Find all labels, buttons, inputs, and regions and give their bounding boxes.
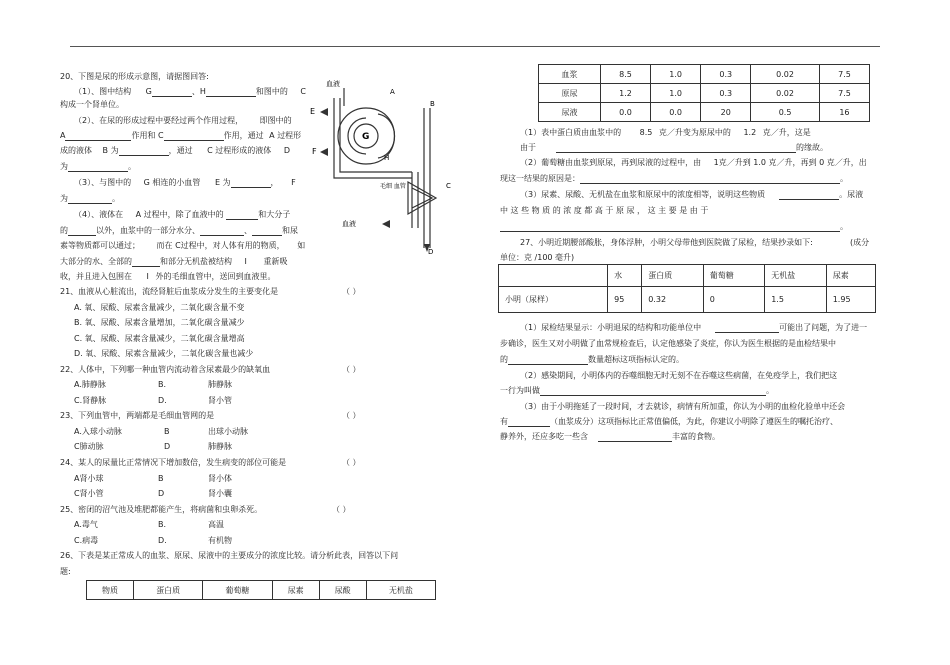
text: D — [283, 146, 290, 155]
text: （3）、与图中的 — [74, 178, 132, 187]
text: E 为 — [214, 178, 231, 187]
header-cell: 尿素 — [272, 581, 319, 600]
header-cell — [499, 265, 608, 287]
q22-options-cd — [74, 396, 232, 406]
arrow-blood-out — [382, 220, 390, 228]
q26-table-header — [86, 580, 436, 600]
q23-options-ab — [74, 427, 248, 437]
text: A.肺静脉 — [74, 380, 106, 389]
text: D. — [158, 536, 167, 545]
q23-options-cd — [74, 442, 232, 452]
text: 27、小明近期腰部酸胀，身体浮肿，小明父母带他到医院做了尿检，结果抄录如下: — [520, 238, 813, 247]
text: B. — [158, 380, 167, 389]
header-cell: 葡萄糖 — [203, 581, 272, 600]
table-row — [539, 65, 870, 84]
vessel-right — [412, 172, 418, 228]
text: 和尿 — [282, 226, 298, 235]
blank[interactable] — [152, 88, 192, 97]
text: 由于 — [520, 143, 536, 152]
text: G — [145, 87, 152, 96]
blank[interactable] — [119, 147, 169, 156]
q20-part4 — [74, 210, 290, 220]
text: 克／升，这是 — [762, 128, 811, 137]
text: A 过程中，除了血液中的 — [135, 210, 224, 219]
text: 克／升变为原尿中的 — [658, 128, 731, 137]
text: B. — [158, 520, 167, 529]
text: 肺静脉 — [208, 380, 232, 389]
vessel-left — [334, 98, 412, 178]
answer-paren[interactable]: （ ） — [342, 411, 361, 420]
header-cell: 无机盐 — [366, 581, 435, 600]
text: 肺静脉 — [208, 442, 232, 451]
q21-option-c: C. 氧、尿酸、尿素含量减少，二氧化碳含量增高 — [74, 334, 245, 343]
text: D — [164, 442, 171, 451]
answer-paren[interactable]: （ ） — [342, 287, 361, 296]
cell: 16 — [819, 103, 869, 122]
text: 成的液体 — [60, 146, 92, 155]
blank[interactable] — [206, 88, 256, 97]
text: 现这一结果的原因是： — [500, 174, 580, 183]
text: D — [158, 489, 165, 498]
cell: 0.0 — [651, 103, 701, 122]
label-capillary: 毛细 血管 — [380, 183, 406, 190]
text: 大部分的水、全部的 — [60, 257, 132, 266]
q21-stem — [60, 287, 361, 297]
blank[interactable] — [715, 324, 779, 333]
cell: 小明（尿样） — [499, 287, 608, 313]
text: 以外，血浆中的一部分水分、 — [96, 226, 200, 235]
cell: 95 — [608, 287, 642, 313]
duct — [424, 108, 430, 248]
cell: 血浆 — [539, 65, 601, 84]
q25-options-cd — [74, 536, 232, 546]
text: 作用和 C — [131, 131, 164, 140]
text: 24、某人的尿量比正常情况下增加数倍，发生病变的部位可能是 — [60, 458, 287, 467]
nephron-diagram — [308, 78, 458, 256]
text: 肾小体 — [208, 474, 232, 483]
q21-option-b: B. 氧、尿酸、尿素含量增加，二氧化碳含量减少 — [74, 318, 245, 327]
q26-3-blank: 。 — [500, 222, 848, 232]
q27-1 — [520, 323, 867, 333]
text: 的缘故。 — [796, 143, 828, 152]
q20-part4-line4 — [60, 257, 287, 267]
text: 有 — [500, 417, 508, 426]
label-H: H — [384, 154, 390, 162]
cell: 0.3 — [701, 84, 751, 103]
text: A.入球小动脉 — [74, 427, 122, 436]
text: 肾小囊 — [208, 489, 232, 498]
q27-2: （2）感染期间，小明体内的吞噬细胞无时无刻不在吞噬这些病菌，在免疫学上，我们把这 — [520, 371, 838, 380]
q26-3 — [520, 190, 863, 200]
label-C: C — [446, 182, 451, 190]
table-row — [539, 84, 870, 103]
q26-2 — [520, 158, 867, 168]
text: F — [291, 178, 296, 187]
cell: 1.2 — [601, 84, 651, 103]
text: 有机物 — [208, 536, 232, 545]
blank[interactable] — [164, 132, 224, 141]
arrow-E — [320, 108, 328, 116]
q20-part2-line4: 为 。 — [60, 162, 136, 171]
text: 而在 C过程中，对人体有用的物质， — [156, 241, 285, 250]
q25-stem — [60, 505, 351, 515]
text: 1克／升到 1.0 克／升，再到 0 克／升，出 — [713, 158, 867, 167]
q20-part1 — [74, 87, 306, 97]
q27-3-line2 — [500, 417, 838, 427]
label-blood-in: 血液 — [326, 80, 340, 88]
blank[interactable] — [231, 179, 271, 188]
cell: 0.02 — [751, 84, 820, 103]
cell: 8.5 — [601, 65, 651, 84]
cell: 20 — [701, 103, 751, 122]
table-row — [539, 103, 870, 122]
header-cell: 尿素 — [826, 265, 875, 287]
text: 。 — [766, 386, 774, 395]
q20-part3 — [74, 178, 296, 188]
q21-option-a: A. 氧、尿酸、尿素含量减少，二氧化碳含量不变 — [74, 303, 245, 312]
q21-option-d: D. 氧、尿酸、尿素含量减少，二氧化碳含量也减少 — [74, 349, 254, 358]
label-D: D — [428, 248, 434, 256]
label-G: G — [362, 132, 370, 142]
q27-2-cont — [500, 386, 774, 396]
header-cell: 无机盐 — [765, 265, 827, 287]
label-B: B — [430, 100, 435, 108]
text: C 过程形成的液体 — [207, 146, 272, 155]
q20-part4-line5 — [60, 272, 275, 282]
header-cell: 蛋白质 — [642, 265, 704, 287]
text: 、H — [191, 87, 206, 96]
blank[interactable] — [68, 227, 96, 236]
text: 和图中的 — [255, 87, 288, 96]
text: 的 — [60, 226, 68, 235]
text: C肺动脉 — [74, 442, 104, 451]
text: 23、下列血管中，两端都是毛细血管网的是 — [60, 411, 215, 420]
cell: 0.32 — [642, 287, 704, 313]
text: 出球小动脉 — [208, 427, 248, 436]
text: （血浆成分）这项指标比正常值偏低，为此，你建议小明除了遵医生的嘱托治疗、 — [550, 417, 838, 426]
cell: 1.0 — [651, 65, 701, 84]
arrow-F — [320, 148, 328, 156]
text: 丰富的食物。 — [672, 432, 720, 441]
text: 即图中的 — [259, 116, 292, 125]
text: 21、血液从心脏流出，流经肾脏后血浆成分发生的主要变化是 — [60, 287, 279, 296]
text: 如 — [297, 241, 306, 250]
q27-3: （3）由于小明拖延了一段时间，才去就诊，病情有所加重，你认为小明的血检化验单中还会 — [520, 402, 846, 411]
text: 8.5 — [639, 128, 653, 137]
q20-part3-cont: 为 。 — [60, 194, 120, 203]
text: 的 — [500, 355, 508, 364]
cell: 原尿 — [539, 84, 601, 103]
q24-options-cd — [74, 489, 232, 499]
table-row — [499, 287, 876, 313]
text: G 相连的小血管 — [143, 178, 201, 187]
q20-part1-cont: 构成一个肾单位。 — [60, 100, 124, 109]
cell: 0 — [703, 287, 765, 313]
q26-1-cont — [520, 143, 828, 153]
header-cell: 水 — [608, 265, 642, 287]
label-A: A — [390, 88, 395, 96]
q26-stem-cont: 题: — [60, 567, 71, 576]
blank[interactable] — [226, 211, 258, 220]
cell: 7.5 — [819, 84, 869, 103]
answer-paren[interactable]: （ ） — [342, 458, 361, 467]
q20-part2-line3 — [60, 146, 290, 156]
table-row — [499, 265, 876, 287]
text: 和大分子 — [258, 210, 291, 219]
text: ，通过 — [168, 146, 193, 155]
blank[interactable] — [65, 132, 131, 141]
text: （1）尿检结果显示：小明退尿的结构和功能单位中 — [520, 323, 702, 332]
text: C.病毒 — [74, 536, 99, 545]
text: 素等物质都可以通过； — [60, 241, 140, 250]
text: 、 — [244, 226, 252, 235]
cell: 1.0 — [651, 84, 701, 103]
q22-stem — [60, 365, 361, 375]
blank[interactable] — [132, 258, 160, 267]
text: 可能出了问题，为了进一 — [779, 323, 868, 332]
text: 为 — [60, 194, 68, 203]
text: (成分 — [850, 238, 870, 247]
cell: 7.5 — [819, 65, 869, 84]
q26-2-cont: 现这一结果的原因是： 。 — [500, 174, 848, 183]
q20-part4-line2 — [60, 226, 298, 236]
blank[interactable] — [508, 356, 588, 365]
text: B — [158, 474, 164, 483]
q20-part2 — [74, 116, 292, 126]
blank[interactable] — [68, 163, 128, 172]
q27-1-line3 — [500, 355, 684, 365]
text: 25、密闭的沼气池及堆肥都能产生，将病菌和虫卵杀死。 — [60, 505, 263, 514]
q27-stem — [520, 238, 870, 248]
blank[interactable] — [252, 227, 282, 236]
q26-3-cont: 中 这 些 物 质 的 浓 度 都 高 于 原 尿 ， 这 主 要 是 由 于 — [500, 206, 709, 215]
text: D. — [158, 396, 167, 405]
text: 外的毛细血管中，送回到血液里。 — [155, 272, 276, 281]
text: C.肾静脉 — [74, 396, 107, 405]
answer-paren[interactable]: （ ） — [342, 365, 361, 374]
text: B — [164, 427, 170, 436]
cell: 0.0 — [601, 103, 651, 122]
q20-part4-line3 — [60, 241, 305, 251]
blank[interactable] — [508, 418, 550, 427]
top-rule — [70, 46, 880, 47]
blank[interactable] — [598, 433, 672, 442]
text: 肾小管 — [208, 396, 232, 405]
text: 1.2 — [743, 128, 757, 137]
text: 高温 — [208, 520, 224, 529]
cell: 1.5 — [765, 287, 827, 313]
text: A肾小球 — [74, 474, 104, 483]
blank[interactable] — [200, 227, 244, 236]
text: I — [146, 272, 149, 281]
q20-title: 20、下图是尿的形成示意图，请据图回答: — [60, 72, 209, 81]
text: A — [60, 131, 66, 140]
text: 一行为叫做 — [500, 386, 540, 395]
blank[interactable] — [556, 144, 796, 153]
cell: 尿液 — [539, 103, 601, 122]
blank[interactable] — [580, 175, 840, 184]
text: （1）表中蛋白质由血浆中的 — [520, 128, 622, 137]
q24-options-ab — [74, 474, 232, 484]
text: A 过程形 — [269, 131, 302, 140]
text: 静养外，还应多吃一些含 — [500, 432, 588, 441]
text: 为 — [60, 162, 68, 171]
text: （4）、液体在 — [74, 210, 124, 219]
q27-3-line3 — [500, 432, 720, 442]
q20-part2-line2 — [60, 131, 301, 141]
header-cell: 蛋白质 — [134, 581, 203, 600]
q24-stem — [60, 458, 361, 468]
text: （1）、图中结构 — [74, 87, 132, 96]
coil — [366, 108, 395, 164]
text: A.毒气 — [74, 520, 98, 529]
blank[interactable] — [68, 195, 112, 204]
text: 。尿液 — [839, 190, 864, 199]
cell: 0.02 — [751, 65, 820, 84]
header-cell: 尿酸 — [319, 581, 366, 600]
cell: 0.3 — [701, 65, 751, 84]
coil-inner — [378, 114, 395, 158]
q23-stem — [60, 411, 361, 421]
q27-1-line2: 步确诊，医生又对小明做了血常规检查后，认定他感染了炎症，你认为医生根据的是血检结果中 — [500, 339, 836, 348]
header-cell: 物质 — [87, 581, 134, 600]
text: C肾小管 — [74, 489, 104, 498]
text: B 为 — [102, 146, 119, 155]
answer-paren[interactable]: （ ） — [332, 505, 351, 514]
cell: 1.95 — [826, 287, 875, 313]
text: I — [244, 257, 247, 266]
cell: 0.5 — [751, 103, 820, 122]
label-blood-out: 血液 — [342, 220, 356, 228]
blank[interactable] — [500, 223, 840, 232]
blank[interactable] — [779, 191, 839, 200]
label-E: E — [310, 107, 316, 116]
text: 作用，通过 — [223, 131, 264, 140]
header-cell: 葡萄糖 — [703, 265, 765, 287]
q26-stem: 26、下表是某正常成人的血浆、原尿、尿液中的主要成分的浓度比较。请分析此表，回答以下问 — [60, 551, 399, 560]
label-F: F — [312, 147, 317, 156]
q25-options-ab — [74, 520, 224, 530]
text: 收，并且进入包围在 — [60, 272, 132, 281]
table-row — [87, 581, 436, 600]
text: （2）、在尿的形成过程中要经过两个作用过程， — [74, 116, 244, 125]
q22-options-ab — [74, 380, 232, 390]
text: 22、人体中，下列哪一种血管内流动着含尿素最少的缺氧血 — [60, 365, 271, 374]
text: 数量超标这项指标认定的。 — [588, 355, 684, 364]
text: （2）葡萄糖由血浆到原尿，再到尿液的过程中，由 — [520, 158, 702, 167]
text: ， — [270, 178, 279, 187]
text: 重新吸 — [263, 257, 288, 266]
q26-1 — [520, 128, 811, 138]
q27-unit: 单位：克 /100 毫升) — [500, 253, 575, 262]
text: 和部分无机盐被结构 — [160, 257, 232, 266]
q27-table — [498, 264, 876, 313]
blank[interactable] — [540, 387, 766, 396]
q26-table — [538, 64, 870, 122]
text: （3）尿素、尿酸、无机盐在血浆和原尿中的浓度相等，说明这些物质 — [520, 190, 766, 199]
text: C — [300, 87, 306, 96]
